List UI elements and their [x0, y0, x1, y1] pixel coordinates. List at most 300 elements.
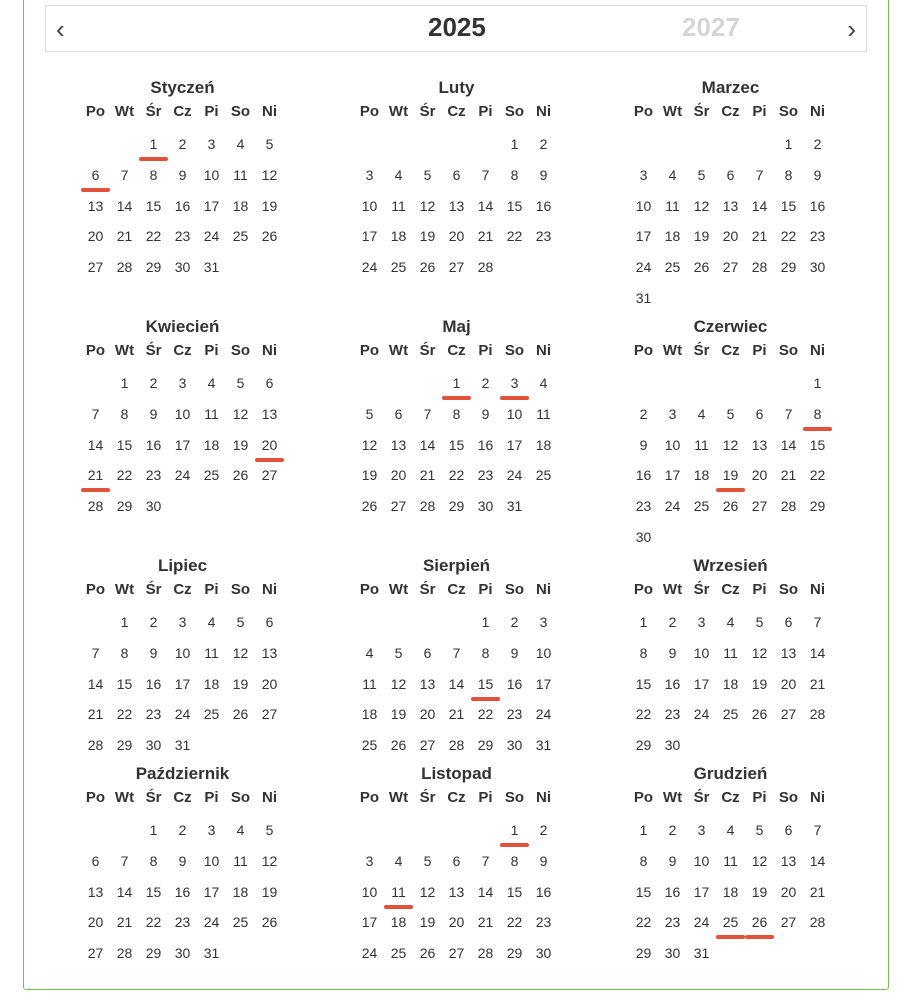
day-cell[interactable]: 6: [394, 405, 403, 422]
day-cell[interactable]: 9: [481, 405, 490, 422]
day-cell[interactable]: 30: [145, 737, 162, 754]
day-cell[interactable]: 4: [207, 375, 216, 391]
day-cell[interactable]: 24: [174, 706, 191, 723]
day-cell[interactable]: 29: [477, 737, 494, 754]
day-cell[interactable]: 31: [506, 498, 523, 515]
day-cell[interactable]: 26: [232, 706, 249, 723]
day-cell[interactable]: 9: [813, 166, 822, 183]
day-cell[interactable]: 27: [419, 737, 436, 754]
day-cell[interactable]: 13: [261, 644, 278, 661]
day-cell[interactable]: 24: [361, 945, 378, 962]
day-cell[interactable]: 1: [120, 375, 129, 391]
day-cell[interactable]: 23: [174, 228, 191, 245]
day-cell[interactable]: 20: [87, 228, 104, 245]
day-cell[interactable]: 18: [390, 228, 407, 245]
day-cell[interactable]: 14: [477, 883, 494, 900]
day-cell[interactable]: 1: [639, 614, 648, 630]
day-cell[interactable]: 17: [693, 883, 710, 900]
day-cell[interactable]: 13: [87, 197, 104, 214]
day-cell[interactable]: 14: [477, 197, 494, 214]
holiday-day-cell[interactable]: 1: [500, 820, 529, 851]
day-cell[interactable]: 13: [780, 852, 797, 869]
day-cell[interactable]: 24: [635, 259, 652, 276]
day-cell[interactable]: 12: [419, 197, 436, 214]
day-cell[interactable]: 23: [145, 467, 162, 484]
day-cell[interactable]: 26: [751, 706, 768, 723]
day-cell[interactable]: 31: [693, 945, 710, 962]
day-cell[interactable]: 8: [120, 405, 129, 422]
day-cell[interactable]: 9: [149, 405, 158, 422]
day-cell[interactable]: 6: [755, 405, 764, 422]
day-cell[interactable]: 15: [116, 436, 133, 453]
day-cell[interactable]: 12: [261, 852, 278, 869]
day-cell[interactable]: 9: [178, 166, 187, 183]
day-cell[interactable]: 25: [203, 706, 220, 723]
day-cell[interactable]: 5: [423, 852, 432, 869]
day-cell[interactable]: 11: [204, 405, 219, 422]
day-cell[interactable]: 27: [780, 914, 797, 931]
day-cell[interactable]: 14: [780, 436, 797, 453]
day-cell[interactable]: 16: [145, 675, 162, 692]
day-cell[interactable]: 27: [722, 259, 739, 276]
day-cell[interactable]: 5: [236, 614, 245, 630]
holiday-day-cell[interactable]: 3: [500, 373, 529, 404]
day-cell[interactable]: 23: [809, 228, 826, 245]
day-cell[interactable]: 10: [361, 883, 378, 900]
day-cell[interactable]: 14: [116, 197, 133, 214]
day-cell[interactable]: 28: [477, 945, 494, 962]
day-cell[interactable]: 21: [809, 675, 826, 692]
day-cell[interactable]: 11: [362, 675, 377, 692]
day-cell[interactable]: 13: [448, 883, 465, 900]
day-cell[interactable]: 20: [751, 467, 768, 484]
day-cell[interactable]: 8: [639, 644, 648, 661]
day-cell[interactable]: 22: [635, 914, 652, 931]
holiday-day-cell[interactable]: 1: [442, 373, 471, 404]
day-cell[interactable]: 9: [639, 436, 648, 453]
day-cell[interactable]: 29: [116, 498, 133, 515]
day-cell[interactable]: 21: [751, 228, 768, 245]
day-cell[interactable]: 27: [780, 706, 797, 723]
day-cell[interactable]: 14: [448, 675, 465, 692]
day-cell[interactable]: 9: [668, 644, 677, 661]
day-cell[interactable]: 4: [207, 614, 216, 630]
day-cell[interactable]: 29: [145, 945, 162, 962]
day-cell[interactable]: 16: [477, 436, 494, 453]
day-cell[interactable]: 26: [261, 228, 278, 245]
day-cell[interactable]: 11: [536, 405, 551, 422]
day-cell[interactable]: 12: [693, 197, 710, 214]
day-cell[interactable]: 12: [751, 644, 768, 661]
day-cell[interactable]: 29: [780, 259, 797, 276]
day-cell[interactable]: 2: [539, 136, 548, 152]
day-cell[interactable]: 17: [506, 436, 523, 453]
day-cell[interactable]: 17: [693, 675, 710, 692]
day-cell[interactable]: 15: [635, 675, 652, 692]
day-cell[interactable]: 5: [423, 166, 432, 183]
day-cell[interactable]: 17: [635, 228, 652, 245]
day-cell[interactable]: 5: [365, 405, 374, 422]
day-cell[interactable]: 15: [506, 883, 523, 900]
day-cell[interactable]: 30: [477, 498, 494, 515]
day-cell[interactable]: 6: [784, 822, 793, 838]
day-cell[interactable]: 21: [809, 883, 826, 900]
day-cell[interactable]: 31: [174, 737, 191, 754]
day-cell[interactable]: 21: [116, 228, 133, 245]
day-cell[interactable]: 26: [361, 498, 378, 515]
day-cell[interactable]: 1: [639, 822, 648, 838]
day-cell[interactable]: 21: [87, 706, 104, 723]
day-cell[interactable]: 6: [452, 166, 461, 183]
day-cell[interactable]: 17: [203, 197, 220, 214]
day-cell[interactable]: 8: [639, 852, 648, 869]
day-cell[interactable]: 24: [664, 498, 681, 515]
day-cell[interactable]: 20: [87, 914, 104, 931]
day-cell[interactable]: 29: [809, 498, 826, 515]
day-cell[interactable]: 21: [116, 914, 133, 931]
day-cell[interactable]: 11: [233, 852, 248, 869]
next-year-arrow-icon[interactable]: ›: [847, 14, 856, 44]
day-cell[interactable]: 8: [149, 166, 158, 183]
day-cell[interactable]: 29: [506, 945, 523, 962]
day-cell[interactable]: 12: [751, 852, 768, 869]
day-cell[interactable]: 20: [390, 467, 407, 484]
day-cell[interactable]: 26: [390, 737, 407, 754]
day-cell[interactable]: 18: [722, 883, 739, 900]
day-cell[interactable]: 15: [506, 197, 523, 214]
day-cell[interactable]: 13: [722, 197, 739, 214]
day-cell[interactable]: 10: [693, 852, 710, 869]
day-cell[interactable]: 29: [635, 945, 652, 962]
day-cell[interactable]: 20: [722, 228, 739, 245]
day-cell[interactable]: 30: [664, 737, 681, 754]
day-cell[interactable]: 28: [116, 259, 133, 276]
day-cell[interactable]: 12: [232, 644, 249, 661]
day-cell[interactable]: 24: [693, 914, 710, 931]
day-cell[interactable]: 3: [178, 375, 187, 391]
day-cell[interactable]: 13: [780, 644, 797, 661]
day-cell[interactable]: 23: [477, 467, 494, 484]
day-cell[interactable]: 22: [780, 228, 797, 245]
day-cell[interactable]: 19: [419, 228, 436, 245]
day-cell[interactable]: 20: [448, 914, 465, 931]
day-cell[interactable]: 11: [233, 166, 248, 183]
day-cell[interactable]: 16: [174, 197, 191, 214]
day-cell[interactable]: 4: [394, 166, 403, 183]
day-cell[interactable]: 23: [664, 706, 681, 723]
day-cell[interactable]: 21: [477, 228, 494, 245]
day-cell[interactable]: 21: [477, 914, 494, 931]
day-cell[interactable]: 15: [145, 883, 162, 900]
day-cell[interactable]: 5: [265, 822, 274, 838]
holiday-day-cell[interactable]: 11: [384, 882, 413, 913]
day-cell[interactable]: 22: [145, 914, 162, 931]
day-cell[interactable]: 3: [668, 405, 677, 422]
day-cell[interactable]: 16: [145, 436, 162, 453]
day-cell[interactable]: 27: [448, 259, 465, 276]
day-cell[interactable]: 28: [87, 498, 104, 515]
day-cell[interactable]: 7: [481, 166, 490, 183]
next-year-link[interactable]: 2027: [682, 12, 740, 42]
day-cell[interactable]: 26: [419, 259, 436, 276]
day-cell[interactable]: 24: [693, 706, 710, 723]
day-cell[interactable]: 5: [265, 136, 274, 152]
day-cell[interactable]: 2: [149, 614, 158, 630]
day-cell[interactable]: 6: [423, 644, 432, 661]
day-cell[interactable]: 1: [120, 614, 129, 630]
day-cell[interactable]: 16: [535, 883, 552, 900]
day-cell[interactable]: 18: [232, 197, 249, 214]
day-cell[interactable]: 5: [394, 644, 403, 661]
day-cell[interactable]: 30: [809, 259, 826, 276]
day-cell[interactable]: 30: [635, 528, 652, 545]
day-cell[interactable]: 4: [668, 166, 677, 183]
day-cell[interactable]: 22: [116, 467, 133, 484]
day-cell[interactable]: 8: [510, 166, 519, 183]
day-cell[interactable]: 25: [722, 706, 739, 723]
previous-year-arrow-icon[interactable]: ‹: [56, 14, 65, 44]
day-cell[interactable]: 13: [751, 436, 768, 453]
day-cell[interactable]: 25: [203, 467, 220, 484]
day-cell[interactable]: 15: [116, 675, 133, 692]
day-cell[interactable]: 23: [174, 914, 191, 931]
day-cell[interactable]: 16: [174, 883, 191, 900]
day-cell[interactable]: 27: [87, 259, 104, 276]
day-cell[interactable]: 3: [697, 822, 706, 838]
day-cell[interactable]: 10: [635, 197, 652, 214]
day-cell[interactable]: 2: [510, 614, 519, 630]
day-cell[interactable]: 27: [448, 945, 465, 962]
day-cell[interactable]: 23: [145, 706, 162, 723]
day-cell[interactable]: 28: [87, 737, 104, 754]
day-cell[interactable]: 18: [361, 706, 378, 723]
day-cell[interactable]: 7: [784, 405, 793, 422]
day-cell[interactable]: 7: [813, 822, 822, 838]
day-cell[interactable]: 22: [116, 706, 133, 723]
day-cell[interactable]: 31: [203, 945, 220, 962]
day-cell[interactable]: 12: [261, 166, 278, 183]
day-cell[interactable]: 13: [419, 675, 436, 692]
day-cell[interactable]: 22: [477, 706, 494, 723]
day-cell[interactable]: 16: [635, 467, 652, 484]
day-cell[interactable]: 10: [174, 405, 191, 422]
day-cell[interactable]: 19: [232, 436, 249, 453]
day-cell[interactable]: 12: [361, 436, 378, 453]
day-cell[interactable]: 18: [722, 675, 739, 692]
day-cell[interactable]: 28: [809, 706, 826, 723]
day-cell[interactable]: 5: [755, 614, 764, 630]
holiday-day-cell[interactable]: 20: [255, 435, 284, 466]
day-cell[interactable]: 22: [448, 467, 465, 484]
day-cell[interactable]: 2: [668, 614, 677, 630]
day-cell[interactable]: 9: [539, 852, 548, 869]
day-cell[interactable]: 14: [751, 197, 768, 214]
holiday-day-cell[interactable]: 26: [745, 912, 774, 943]
day-cell[interactable]: 16: [506, 675, 523, 692]
day-cell[interactable]: 28: [448, 737, 465, 754]
day-cell[interactable]: 25: [664, 259, 681, 276]
day-cell[interactable]: 12: [419, 883, 436, 900]
day-cell[interactable]: 16: [664, 883, 681, 900]
day-cell[interactable]: 23: [535, 914, 552, 931]
day-cell[interactable]: 11: [723, 852, 738, 869]
day-cell[interactable]: 27: [751, 498, 768, 515]
day-cell[interactable]: 9: [178, 852, 187, 869]
day-cell[interactable]: 28: [419, 498, 436, 515]
day-cell[interactable]: 22: [635, 706, 652, 723]
day-cell[interactable]: 19: [419, 914, 436, 931]
day-cell[interactable]: 22: [145, 228, 162, 245]
day-cell[interactable]: 30: [174, 259, 191, 276]
day-cell[interactable]: 3: [539, 614, 548, 630]
day-cell[interactable]: 11: [204, 644, 219, 661]
day-cell[interactable]: 24: [174, 467, 191, 484]
day-cell[interactable]: 24: [535, 706, 552, 723]
day-cell[interactable]: 8: [149, 852, 158, 869]
day-cell[interactable]: 6: [784, 614, 793, 630]
day-cell[interactable]: 29: [116, 737, 133, 754]
day-cell[interactable]: 3: [207, 822, 216, 838]
day-cell[interactable]: 7: [452, 644, 461, 661]
day-cell[interactable]: 10: [203, 166, 220, 183]
day-cell[interactable]: 4: [726, 822, 735, 838]
day-cell[interactable]: 28: [751, 259, 768, 276]
day-cell[interactable]: 24: [203, 914, 220, 931]
day-cell[interactable]: 17: [535, 675, 552, 692]
day-cell[interactable]: 10: [535, 644, 552, 661]
day-cell[interactable]: 14: [87, 436, 104, 453]
day-cell[interactable]: 10: [203, 852, 220, 869]
day-cell[interactable]: 4: [236, 136, 245, 152]
day-cell[interactable]: 14: [809, 852, 826, 869]
day-cell[interactable]: 8: [452, 405, 461, 422]
day-cell[interactable]: 29: [635, 737, 652, 754]
day-cell[interactable]: 13: [87, 883, 104, 900]
day-cell[interactable]: 23: [535, 228, 552, 245]
day-cell[interactable]: 7: [481, 852, 490, 869]
day-cell[interactable]: 6: [726, 166, 735, 183]
day-cell[interactable]: 28: [116, 945, 133, 962]
day-cell[interactable]: 4: [539, 375, 548, 391]
day-cell[interactable]: 19: [390, 706, 407, 723]
day-cell[interactable]: 30: [174, 945, 191, 962]
day-cell[interactable]: 17: [361, 914, 378, 931]
day-cell[interactable]: 7: [91, 405, 100, 422]
day-cell[interactable]: 4: [236, 822, 245, 838]
holiday-day-cell[interactable]: 25: [716, 912, 745, 943]
day-cell[interactable]: 7: [755, 166, 764, 183]
day-cell[interactable]: 19: [693, 228, 710, 245]
day-cell[interactable]: 6: [265, 614, 274, 630]
day-cell[interactable]: 16: [809, 197, 826, 214]
day-cell[interactable]: 31: [635, 289, 652, 306]
day-cell[interactable]: 3: [207, 136, 216, 152]
day-cell[interactable]: 14: [87, 675, 104, 692]
day-cell[interactable]: 17: [203, 883, 220, 900]
day-cell[interactable]: 4: [697, 405, 706, 422]
day-cell[interactable]: 2: [539, 822, 548, 838]
day-cell[interactable]: 8: [510, 852, 519, 869]
day-cell[interactable]: 6: [452, 852, 461, 869]
day-cell[interactable]: 7: [813, 614, 822, 630]
holiday-day-cell[interactable]: 1: [139, 134, 168, 165]
day-cell[interactable]: 18: [203, 675, 220, 692]
holiday-day-cell[interactable]: 19: [716, 465, 745, 496]
day-cell[interactable]: 25: [390, 945, 407, 962]
day-cell[interactable]: 1: [481, 614, 490, 630]
day-cell[interactable]: 30: [506, 737, 523, 754]
day-cell[interactable]: 30: [535, 945, 552, 962]
day-cell[interactable]: 19: [261, 883, 278, 900]
day-cell[interactable]: 25: [390, 259, 407, 276]
day-cell[interactable]: 7: [120, 166, 129, 183]
day-cell[interactable]: 19: [261, 197, 278, 214]
day-cell[interactable]: 2: [149, 375, 158, 391]
day-cell[interactable]: 14: [809, 644, 826, 661]
day-cell[interactable]: 16: [664, 675, 681, 692]
day-cell[interactable]: 12: [232, 405, 249, 422]
day-cell[interactable]: 19: [361, 467, 378, 484]
day-cell[interactable]: 31: [203, 259, 220, 276]
day-cell[interactable]: 18: [535, 436, 552, 453]
day-cell[interactable]: 10: [361, 197, 378, 214]
day-cell[interactable]: 20: [448, 228, 465, 245]
day-cell[interactable]: 21: [419, 467, 436, 484]
day-cell[interactable]: 6: [91, 852, 100, 869]
holiday-day-cell[interactable]: 21: [81, 465, 110, 496]
day-cell[interactable]: 25: [361, 737, 378, 754]
day-cell[interactable]: 9: [510, 644, 519, 661]
day-cell[interactable]: 2: [639, 405, 648, 422]
day-cell[interactable]: 19: [232, 675, 249, 692]
day-cell[interactable]: 10: [693, 644, 710, 661]
day-cell[interactable]: 3: [365, 166, 374, 183]
day-cell[interactable]: 21: [448, 706, 465, 723]
day-cell[interactable]: 4: [394, 852, 403, 869]
day-cell[interactable]: 25: [535, 467, 552, 484]
day-cell[interactable]: 14: [116, 883, 133, 900]
day-cell[interactable]: 3: [178, 614, 187, 630]
day-cell[interactable]: 19: [751, 883, 768, 900]
day-cell[interactable]: 20: [261, 675, 278, 692]
day-cell[interactable]: 28: [780, 498, 797, 515]
day-cell[interactable]: 11: [723, 644, 738, 661]
day-cell[interactable]: 20: [780, 883, 797, 900]
day-cell[interactable]: 28: [477, 259, 494, 276]
day-cell[interactable]: 26: [232, 467, 249, 484]
day-cell[interactable]: 1: [510, 136, 519, 152]
day-cell[interactable]: 19: [751, 675, 768, 692]
day-cell[interactable]: 15: [780, 197, 797, 214]
holiday-day-cell[interactable]: 15: [471, 674, 500, 705]
day-cell[interactable]: 22: [809, 467, 826, 484]
day-cell[interactable]: 6: [265, 375, 274, 391]
day-cell[interactable]: 28: [809, 914, 826, 931]
day-cell[interactable]: 5: [755, 822, 764, 838]
day-cell[interactable]: 24: [203, 228, 220, 245]
day-cell[interactable]: 12: [722, 436, 739, 453]
day-cell[interactable]: 24: [361, 259, 378, 276]
day-cell[interactable]: 15: [635, 883, 652, 900]
day-cell[interactable]: 27: [261, 467, 278, 484]
day-cell[interactable]: 15: [145, 197, 162, 214]
day-cell[interactable]: 12: [390, 675, 407, 692]
day-cell[interactable]: 25: [693, 498, 710, 515]
day-cell[interactable]: 29: [448, 498, 465, 515]
day-cell[interactable]: 1: [149, 822, 158, 838]
holiday-day-cell[interactable]: 8: [803, 404, 832, 435]
day-cell[interactable]: 31: [535, 737, 552, 754]
